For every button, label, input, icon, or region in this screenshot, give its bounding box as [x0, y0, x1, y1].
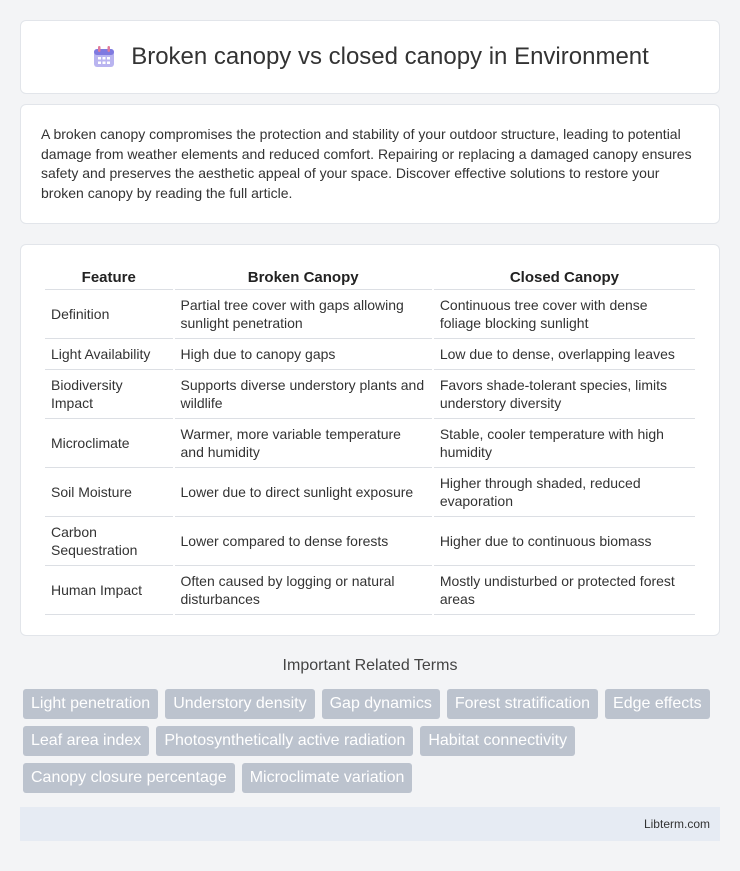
table-row — [45, 370, 695, 419]
table-cell-feature: Carbon Sequestration — [45, 517, 173, 566]
table-cell-broken: High due to canopy gaps — [175, 339, 432, 370]
related-terms-list — [23, 689, 723, 793]
footer-site-link[interactable]: Libterm.com — [643, 817, 710, 831]
related-term-tag[interactable]: Habitat connectivity — [420, 726, 575, 756]
table-header-broken: Broken Canopy — [175, 265, 432, 290]
title-card — [20, 20, 720, 94]
page-title: Broken canopy vs closed canopy in Environment — [131, 43, 649, 70]
intro-text: A broken canopy compromises the protection and stability of your outdoor structure, leading to potential damage from weather elements and reduced comfort. Repairing or replacing a damaged canopy ensures safety and preserves the aesthetic appeal of your space. Discover effective solutions to restore your broken canopy by reading the full article. — [41, 126, 692, 201]
related-term-tag[interactable]: Gap dynamics — [322, 689, 440, 719]
table-header-closed: Closed Canopy — [434, 265, 695, 290]
table-cell-closed: Low due to dense, overlapping leaves — [434, 339, 695, 370]
table-cell-broken: Often caused by logging or natural disturbances — [175, 566, 432, 615]
comparison-table — [43, 265, 697, 615]
related-term-tag[interactable]: Leaf area index — [23, 726, 149, 756]
related-term-tag[interactable]: Photosynthetically active radiation — [156, 726, 413, 756]
table-cell-feature: Human Impact — [45, 566, 173, 615]
table-cell-feature: Soil Moisture — [45, 468, 173, 517]
table-cell-closed: Favors shade-tolerant species, limits understory diversity — [434, 370, 695, 419]
table-header-row — [45, 265, 695, 290]
calendar-icon — [91, 44, 117, 70]
table-cell-broken: Lower due to direct sunlight exposure — [175, 468, 432, 517]
table-cell-feature: Biodiversity Impact — [45, 370, 173, 419]
table-cell-closed: Continuous tree cover with dense foliage blocking sunlight — [434, 290, 695, 339]
table-cell-closed: Stable, cooler temperature with high humidity — [434, 419, 695, 468]
comparison-table-card — [20, 244, 720, 636]
intro-card — [20, 104, 720, 224]
table-cell-broken: Warmer, more variable temperature and humidity — [175, 419, 432, 468]
table-cell-broken: Supports diverse understory plants and wildlife — [175, 370, 432, 419]
related-term-tag[interactable]: Light penetration — [23, 689, 158, 719]
table-cell-feature: Light Availability — [45, 339, 173, 370]
related-term-tag[interactable]: Canopy closure percentage — [23, 763, 235, 793]
table-header-feature: Feature — [45, 265, 173, 290]
table-cell-closed: Mostly undisturbed or protected forest areas — [434, 566, 695, 615]
table-row — [45, 468, 695, 517]
related-term-tag[interactable]: Understory density — [165, 689, 314, 719]
table-row — [45, 566, 695, 615]
table-row — [45, 419, 695, 468]
related-term-tag[interactable]: Microclimate variation — [242, 763, 413, 793]
table-row — [45, 339, 695, 370]
table-cell-feature: Microclimate — [45, 419, 173, 468]
table-cell-closed: Higher due to continuous biomass — [434, 517, 695, 566]
table-row — [45, 290, 695, 339]
footer — [20, 807, 720, 841]
related-terms-title: Important Related Terms — [282, 657, 458, 674]
table-row — [45, 517, 695, 566]
table-cell-broken: Lower compared to dense forests — [175, 517, 432, 566]
related-term-tag[interactable]: Edge effects — [605, 689, 710, 719]
table-cell-feature: Definition — [45, 290, 173, 339]
table-cell-closed: Higher through shaded, reduced evaporation — [434, 468, 695, 517]
related-term-tag[interactable]: Forest stratification — [447, 689, 598, 719]
table-cell-broken: Partial tree cover with gaps allowing sunlight penetration — [175, 290, 432, 339]
